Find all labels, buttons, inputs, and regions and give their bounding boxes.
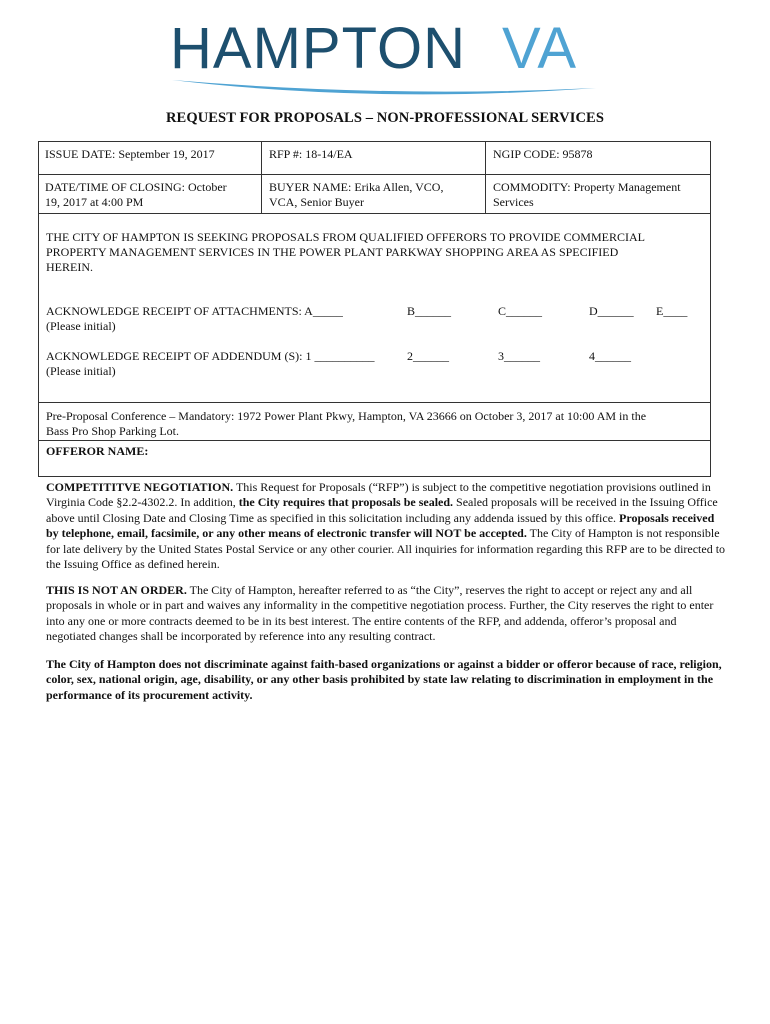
attachments-label: ACKNOWLEDGE RECEIPT OF ATTACHMENTS: A_____ — [46, 304, 343, 318]
table-divider — [485, 142, 486, 214]
buyer-line-1: BUYER NAME: Erika Allen, VCO, — [269, 180, 444, 194]
pre-proposal-conference — [46, 409, 696, 439]
para1-sealed-note: the City requires that proposals be sealed. — [238, 495, 454, 510]
issue-date: ISSUE DATE: September 19, 2017 — [45, 147, 215, 161]
buyer-name — [269, 180, 443, 210]
addendum-3-field[interactable]: 3______ — [498, 349, 540, 363]
rfp-number: RFP #: 18-14/EA — [269, 147, 353, 161]
attachment-c-field[interactable]: C______ — [498, 304, 543, 318]
attachment-d-field[interactable]: D______ — [589, 304, 634, 318]
commodity — [493, 180, 681, 210]
closing-line-1: DATE/TIME OF CLOSING: October — [45, 180, 227, 194]
buyer-line-2: VCA, Senior Buyer — [269, 195, 364, 209]
document-title: REQUEST FOR PROPOSALS – NON-PROFESSIONAL SERVICES — [165, 110, 604, 126]
para2-heading: THIS IS NOT AN ORDER. — [46, 583, 187, 597]
commodity-line-1: COMMODITY: Property Management — [493, 180, 681, 194]
offeror-name-label: OFFEROR NAME: — [46, 444, 149, 458]
para1-electronic-note: Proposals received by telephone, email, facsimile, or any other means of electronic transfer will NOT be accepted. — [46, 510, 715, 541]
conference-line-1: Pre-Proposal Conference – Mandatory: 1972 Power Plant Pkwy, Hampton, VA 23666 on October 3, 2017 at 10:00 AM in the — [46, 409, 647, 423]
addendum-initial-note: (Please initial) — [46, 364, 116, 378]
competitive-negotiation-paragraph — [46, 480, 726, 572]
not-an-order-paragraph — [46, 583, 726, 645]
addendum-label: ACKNOWLEDGE RECEIPT OF ADDENDUM (S): 1 __________ — [46, 349, 375, 363]
section-divider — [39, 440, 710, 441]
attachments-ack-label — [46, 304, 343, 334]
addendum-ack-label — [46, 349, 374, 379]
para1-text-1: This Request for Proposals (“RFP”) is subject to the competitive negotiation provisions outlined in Virginia Code §2.2-4302.2. In addition, — [46, 480, 711, 510]
hampton-va-logo — [166, 14, 606, 100]
attachment-e-field[interactable]: E____ — [656, 304, 688, 318]
addendum-4-field[interactable]: 4______ — [589, 349, 631, 363]
logo-text-hampton: HAMPTON — [170, 16, 466, 81]
statement-line-3: HEREIN. — [46, 260, 93, 274]
para2-text: The City of Hampton, hereafter referred to as “the City”, reserves the right to accept or reject any and all proposals in whole or in part and waives any informality in the competitive negotiation process. Further, the City reserves the right to enter into any one or more contracts deemed to be in its best interest. The entire contents of the RFP, and addenda, offeror’s proposal and negotiated changes shall be incorporated by reference into any resulting contract. — [46, 583, 714, 644]
commodity-line-2: Services — [493, 195, 534, 209]
logo-swoosh — [172, 80, 596, 94]
addendum-2-field[interactable]: 2______ — [407, 349, 449, 363]
closing-date-time — [45, 180, 227, 210]
statement-line-1: THE CITY OF HAMPTON IS SEEKING PROPOSALS FROM QUALIFIED OFFERORS TO PROVIDE COMMERCIAL — [46, 230, 645, 244]
conference-line-2: Bass Pro Shop Parking Lot. — [46, 424, 180, 438]
para1-text-2: Sealed proposals will be received in the Issuing Office above until Closing Date and Closing Time as specified in this solicitation including any addenda issued by this office. — [46, 495, 718, 525]
attachments-initial-note: (Please initial) — [46, 319, 116, 333]
rfp-form-box — [38, 141, 711, 477]
hampton-va-logo-graphic — [166, 14, 606, 100]
closing-line-2: 19, 2017 at 4:00 PM — [45, 195, 144, 209]
rfp-statement — [46, 230, 696, 275]
para1-text-3: The City of Hampton is not responsible for late delivery by the United States Postal Service or any other courier. All inquiries for information regarding this RFP are to be directed to the Issuing Office as defined herein. — [46, 526, 726, 572]
statement-line-2: PROPERTY MANAGEMENT SERVICES IN THE POWER PLANT PARKWAY SHOPPING AREA AS SPECIFIED — [46, 245, 619, 259]
ngip-code: NGIP CODE: 95878 — [493, 147, 593, 161]
attachment-b-field[interactable]: B______ — [407, 304, 452, 318]
section-divider — [39, 402, 710, 403]
table-divider — [261, 142, 262, 214]
non-discrimination-paragraph: The City of Hampton does not discriminate against faith-based organizations or against a bidder or offeror because of race, religion, color, sex, national origin, age, disability, or any other basis prohibited by state law relating to discrimination in employment in the performance of its procurement activity. — [46, 657, 722, 702]
para1-heading: COMPETITITVE NEGOTIATION. — [46, 480, 234, 494]
logo-text-va: VA — [502, 16, 578, 81]
